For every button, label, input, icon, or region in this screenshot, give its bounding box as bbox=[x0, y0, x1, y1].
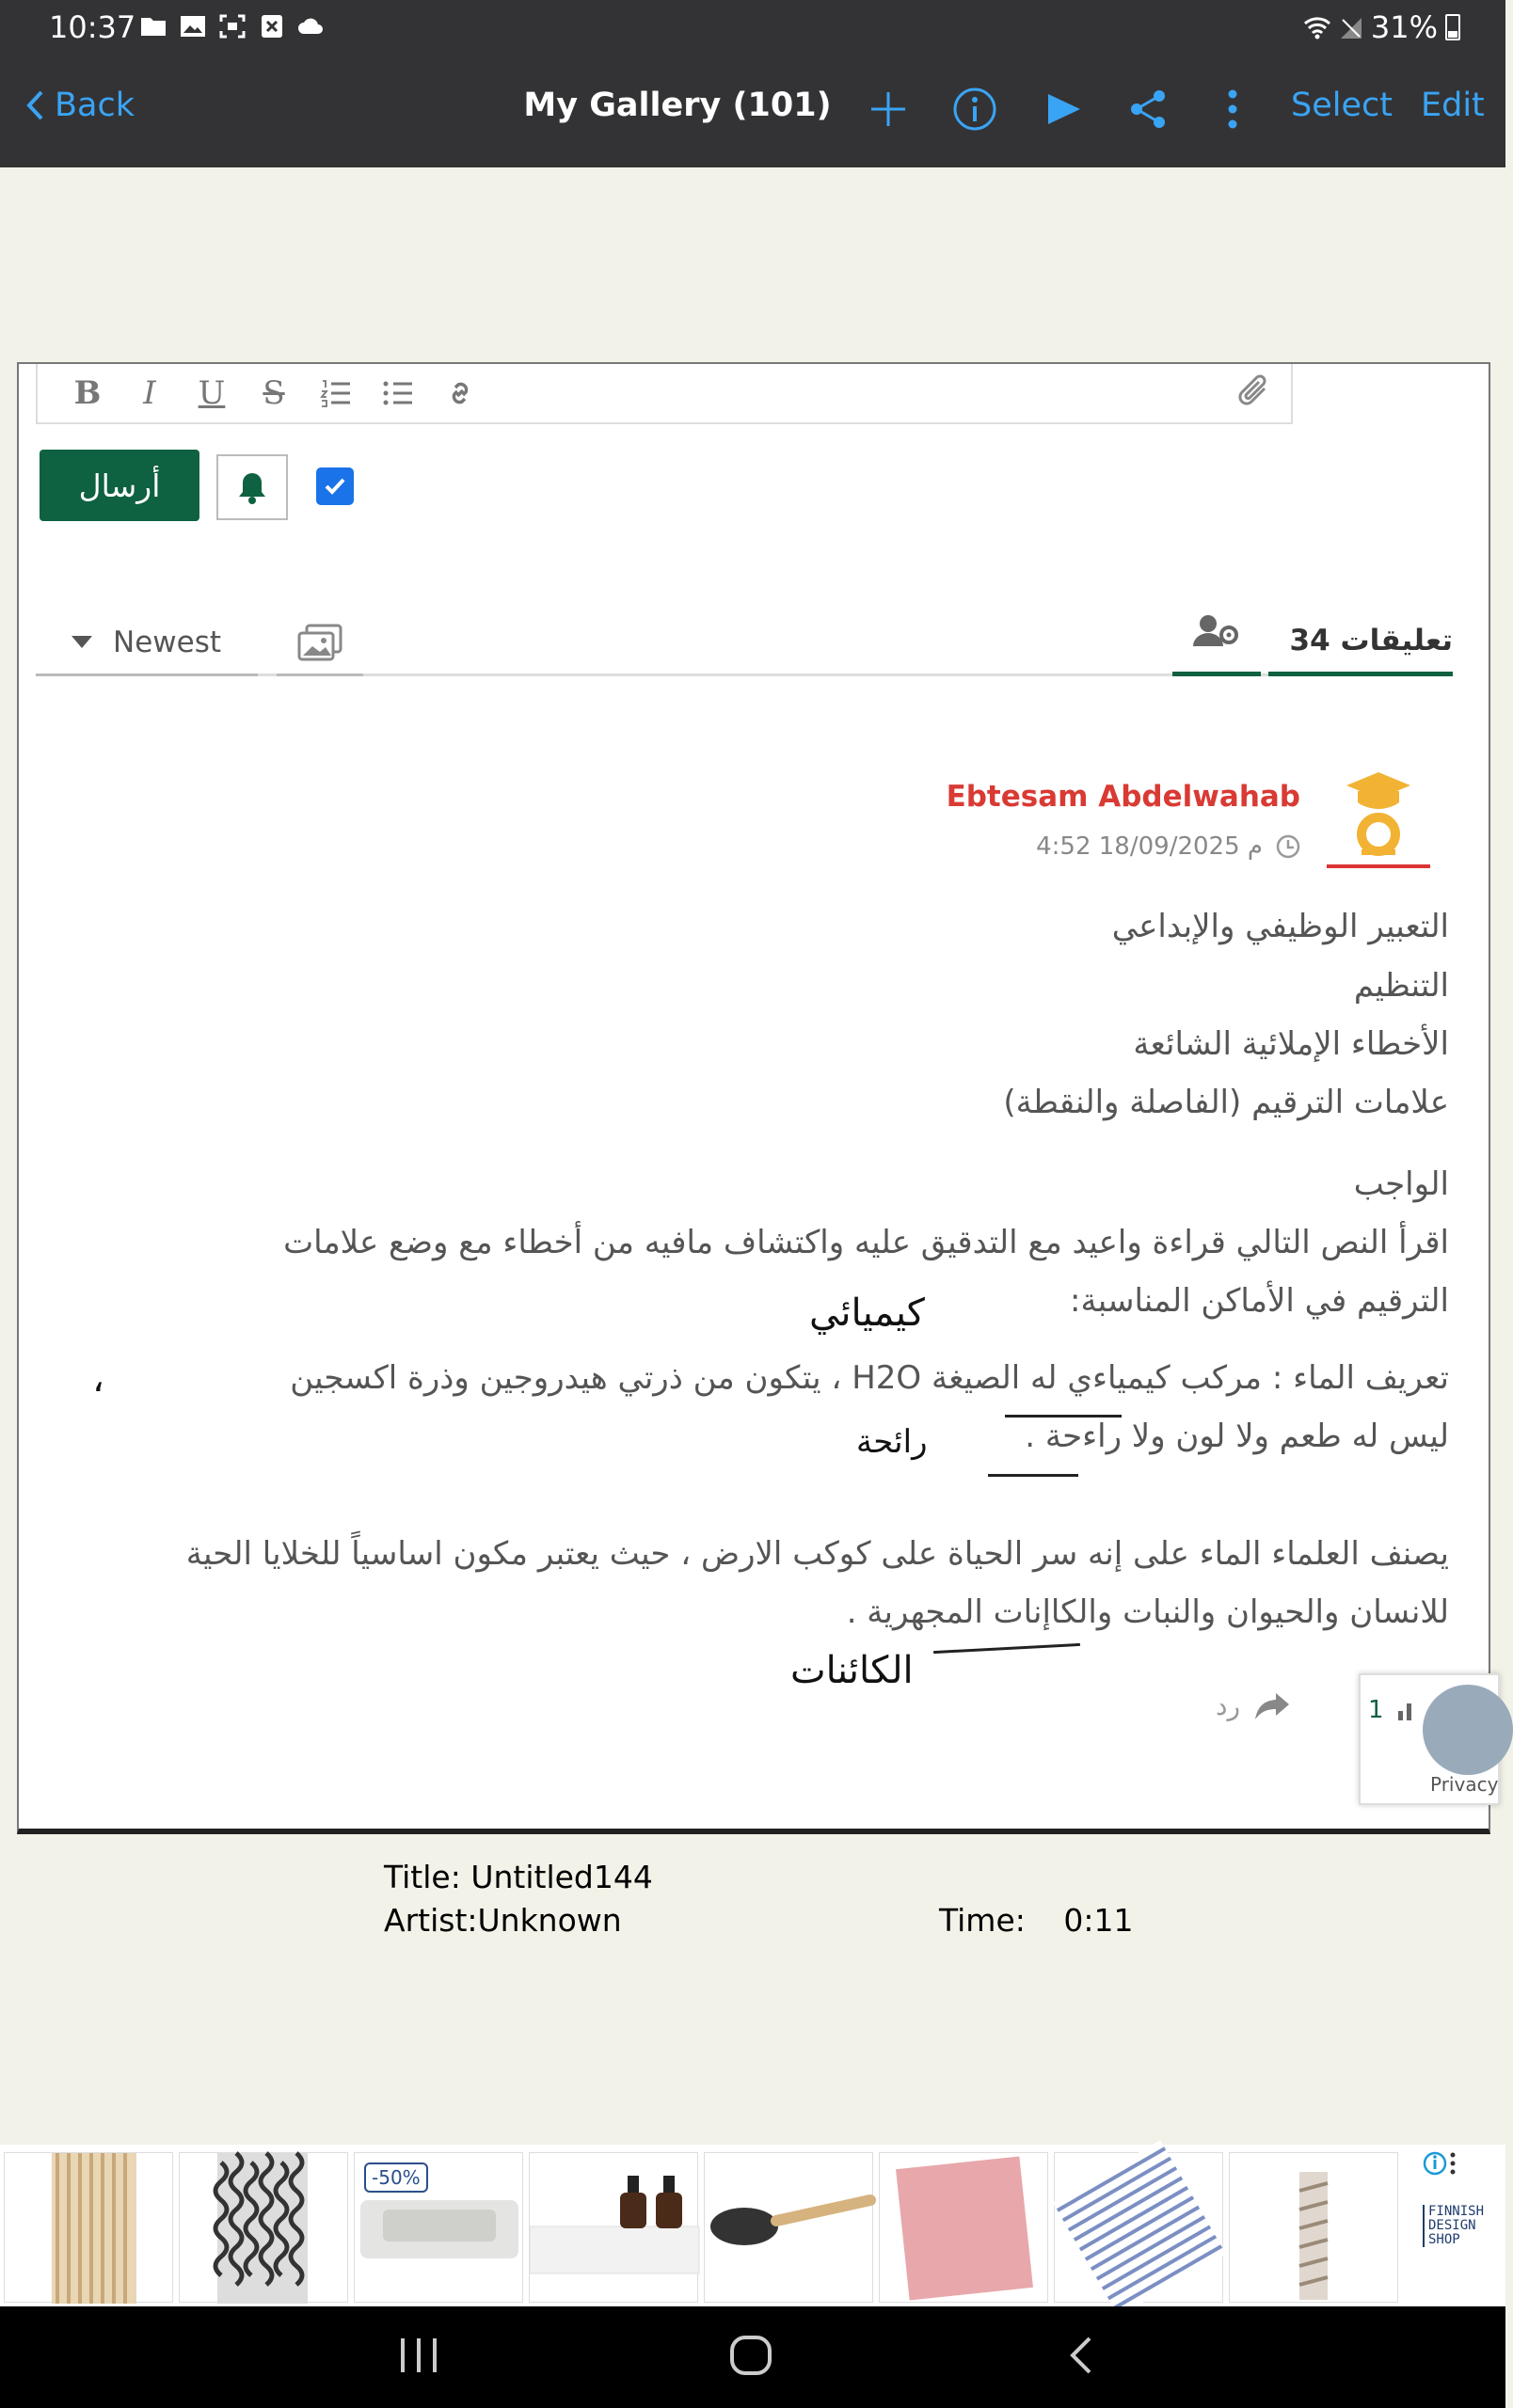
underline-button[interactable]: U bbox=[198, 374, 226, 412]
system-navigation-bar bbox=[0, 2306, 1505, 2408]
italic-button[interactable]: I bbox=[143, 374, 156, 412]
comment-line: للانسان والحيوان والنبات والكاإنات المجهرية . bbox=[846, 1593, 1449, 1631]
status-time: 10:37 bbox=[49, 9, 136, 45]
notify-checkbox[interactable] bbox=[316, 467, 354, 505]
clock-icon bbox=[1276, 834, 1300, 859]
ordered-list-icon bbox=[320, 378, 352, 408]
comments-count-tab[interactable]: 34 تعليقات bbox=[1268, 610, 1453, 676]
time-value: 0:11 bbox=[1063, 1902, 1134, 1939]
ad-product[interactable] bbox=[879, 2152, 1048, 2303]
user-settings-tab[interactable] bbox=[1172, 610, 1261, 676]
bar-chart-icon bbox=[1396, 1700, 1417, 1722]
time-info bbox=[939, 1902, 1134, 1939]
handwritten-underline bbox=[933, 1643, 1080, 1654]
battery-icon bbox=[1445, 14, 1460, 40]
striped-towel-image bbox=[1055, 2153, 1224, 2304]
time-label: Time: bbox=[939, 1902, 1026, 1939]
editor-toolbar bbox=[36, 364, 1293, 424]
image-icon bbox=[179, 13, 207, 40]
recents-icon bbox=[395, 2335, 442, 2376]
bullet-list-icon bbox=[382, 378, 414, 408]
folder-icon bbox=[139, 13, 167, 40]
edit-button[interactable]: Edit bbox=[1421, 87, 1485, 124]
home-icon bbox=[726, 2333, 775, 2378]
comments-tabs bbox=[36, 610, 1453, 676]
comment-line: التعبير الوظيفي والإبداعي bbox=[1111, 908, 1449, 945]
ad-product[interactable] bbox=[1054, 2152, 1223, 2303]
ad-product[interactable] bbox=[4, 2152, 173, 2303]
user-gear-icon bbox=[1193, 612, 1240, 650]
no-signal-icon bbox=[1339, 14, 1363, 40]
select-button[interactable]: Select bbox=[1291, 87, 1393, 124]
handwritten-underline bbox=[988, 1474, 1078, 1477]
comment-line: علامات الترقيم (الفاصلة والنقطة) bbox=[1003, 1084, 1449, 1121]
artist-label: Artist: bbox=[384, 1902, 478, 1939]
sort-label: Newest bbox=[113, 625, 221, 659]
ad-product[interactable] bbox=[354, 2152, 523, 2303]
back-label: Back bbox=[55, 87, 135, 124]
ad-product[interactable] bbox=[179, 2152, 348, 2303]
recaptcha-badge[interactable] bbox=[1359, 1673, 1500, 1805]
handwritten-correction: رائحة bbox=[856, 1423, 928, 1461]
status-right bbox=[1303, 9, 1460, 45]
info-icon bbox=[952, 87, 997, 132]
comment-line: الواجب bbox=[1353, 1165, 1449, 1203]
checkmark-icon bbox=[321, 472, 349, 500]
graduation-badge-icon bbox=[1341, 768, 1416, 859]
paperclip-icon bbox=[1236, 372, 1274, 413]
ordered-list-button[interactable] bbox=[318, 375, 354, 411]
title-label: Title: bbox=[384, 1859, 461, 1895]
more-button[interactable] bbox=[1206, 83, 1259, 135]
more-vertical-icon bbox=[1227, 88, 1238, 130]
images-icon bbox=[297, 624, 342, 661]
plus-icon bbox=[868, 88, 909, 130]
discount-badge: -50% bbox=[364, 2162, 428, 2193]
recaptcha-logo-icon bbox=[1423, 1685, 1513, 1775]
handwritten-underline bbox=[1005, 1415, 1122, 1418]
avatar[interactable] bbox=[1327, 768, 1430, 868]
ad-product[interactable] bbox=[704, 2152, 873, 2303]
home-button[interactable] bbox=[726, 2333, 775, 2382]
status-icons bbox=[139, 13, 326, 40]
play-button[interactable] bbox=[1037, 83, 1090, 135]
comment-line: التنظيم bbox=[1353, 967, 1449, 1005]
comment-line: ليس له طعم ولا لون ولا راءحة . bbox=[1025, 1418, 1449, 1455]
play-icon bbox=[1044, 90, 1082, 128]
title-value: Untitled144 bbox=[470, 1859, 653, 1895]
gallery-tab[interactable] bbox=[277, 610, 363, 676]
status-bar bbox=[0, 0, 1505, 55]
reply-label: رد bbox=[1216, 1690, 1240, 1721]
attach-button[interactable] bbox=[1236, 372, 1274, 417]
add-button[interactable] bbox=[862, 83, 915, 135]
comment-line: اقرأ النص التالي قراءة واعيد مع التدقيق عليه واكتشاف مافيه من أخطاء مع وضع علامات bbox=[283, 1224, 1449, 1261]
brand-line: SHOP bbox=[1428, 2232, 1460, 2247]
wifi-icon bbox=[1303, 14, 1331, 40]
patterned-curtain-image bbox=[180, 2153, 349, 2304]
gallery-title: My Gallery (101) bbox=[523, 87, 832, 124]
handwritten-comma: ، bbox=[92, 1357, 104, 1401]
ad-product[interactable] bbox=[529, 2152, 698, 2303]
info-button[interactable] bbox=[948, 83, 1001, 135]
comment-line: تعريف الماء : مركب كيمياءي له الصيغة H2O ، يتكون من ذرتي هيدروجين وذرة اكسجين bbox=[290, 1359, 1449, 1397]
like-count: 1 bbox=[1368, 1696, 1384, 1724]
share-icon bbox=[1127, 88, 1169, 130]
reply-arrow-icon bbox=[1253, 1691, 1291, 1721]
battery-percent: 31% bbox=[1370, 9, 1438, 45]
bullet-list-button[interactable] bbox=[380, 375, 416, 411]
x-app-icon bbox=[258, 13, 286, 40]
bold-button[interactable]: B bbox=[73, 374, 102, 412]
brand-line: FINNISH bbox=[1428, 2204, 1485, 2219]
pink-towel-image bbox=[880, 2153, 1049, 2304]
recents-button[interactable] bbox=[395, 2335, 442, 2380]
comment-line: يصنف العلماء الماء على إنه سر الحياة على كوكب الارض ، حيث يعتبر مكون اساسياً للخلايا الحية bbox=[185, 1535, 1449, 1573]
comment-line: الأخطاء الإملائية الشائعة bbox=[1133, 1025, 1449, 1063]
strikethrough-button[interactable]: S bbox=[263, 374, 285, 412]
sort-dropdown[interactable] bbox=[36, 610, 258, 676]
gallery-image[interactable] bbox=[17, 362, 1499, 1834]
caret-down-icon bbox=[72, 636, 92, 649]
ad-info-button[interactable] bbox=[1423, 2150, 1457, 2184]
ad-info-icon bbox=[1423, 2150, 1457, 2180]
notify-bell-button[interactable] bbox=[216, 454, 288, 520]
bottle-tray-image bbox=[530, 2153, 699, 2304]
title-info bbox=[384, 1859, 653, 1895]
share-button[interactable] bbox=[1122, 83, 1174, 135]
system-back-button[interactable] bbox=[1063, 2335, 1101, 2380]
striped-curtain-image bbox=[5, 2153, 174, 2304]
ad-banner[interactable] bbox=[0, 2145, 1505, 2306]
send-button[interactable]: أرسال bbox=[40, 450, 199, 521]
link-icon bbox=[443, 376, 477, 410]
comment-line: الترقيم في الأماكن المناسبة: bbox=[1070, 1282, 1449, 1320]
sauna-ladle-image bbox=[705, 2153, 874, 2304]
artist-value: Unknown bbox=[477, 1902, 622, 1939]
cloud-icon bbox=[297, 13, 326, 40]
link-button[interactable] bbox=[442, 375, 478, 411]
handwritten-correction: كيميائي bbox=[809, 1291, 925, 1335]
back-chevron-icon bbox=[1063, 2335, 1101, 2376]
ad-product[interactable] bbox=[1229, 2152, 1398, 2303]
comment-author[interactable]: Ebtesam Abdelwahab bbox=[946, 780, 1300, 814]
bell-icon bbox=[235, 469, 269, 505]
finnish-design-shop-logo[interactable] bbox=[1423, 2205, 1487, 2247]
brand-line: DESIGN bbox=[1428, 2218, 1476, 2233]
privacy-label[interactable]: Privacy bbox=[1430, 1773, 1499, 1796]
timestamp-text: 4:52 18/09/2025 م bbox=[1036, 832, 1263, 861]
handwritten-correction: الكائنات bbox=[790, 1649, 914, 1692]
artist-info bbox=[384, 1902, 622, 1939]
hanging-towel-image bbox=[1230, 2153, 1399, 2304]
screenshot-icon bbox=[218, 13, 247, 40]
gallery-navbar bbox=[0, 55, 1505, 167]
reply-button[interactable] bbox=[1216, 1690, 1291, 1721]
comment-timestamp bbox=[1036, 832, 1300, 861]
